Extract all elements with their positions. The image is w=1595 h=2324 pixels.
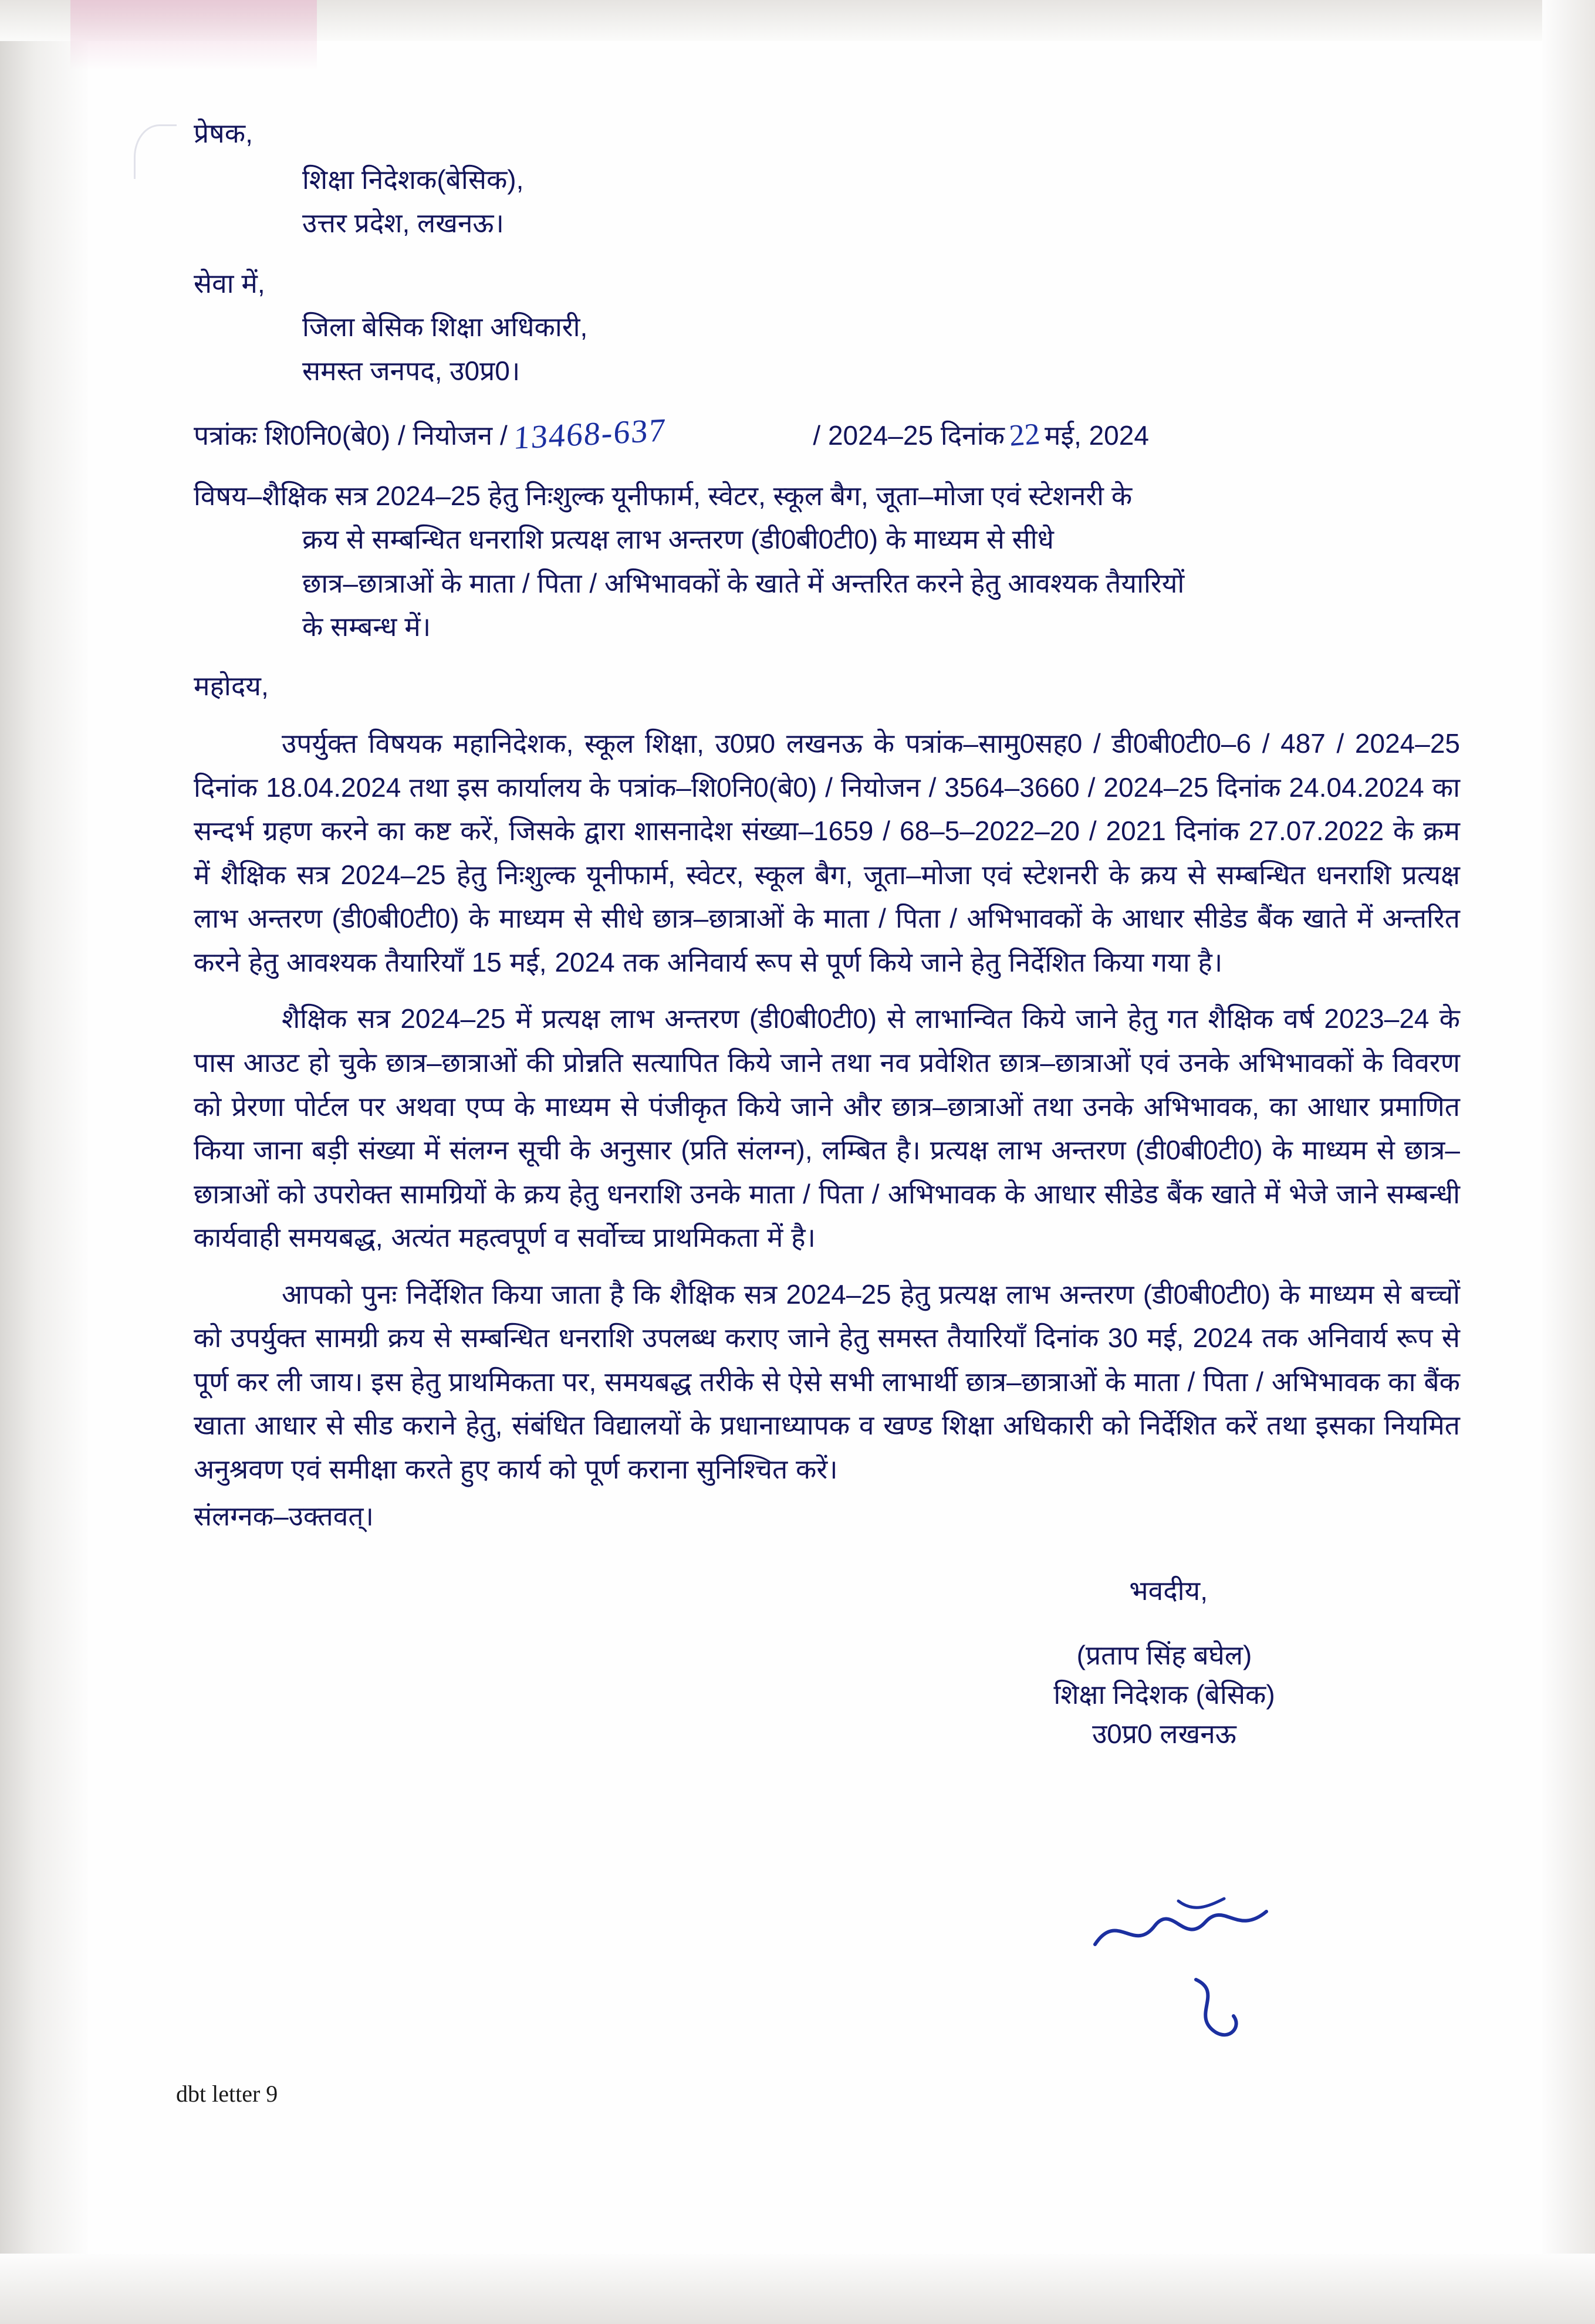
- paragraph-2: शैक्षिक सत्र 2024–25 में प्रत्यक्ष लाभ अन्तरण (डी0बी0टी0) से लाभान्वित किये जाने हेतु गत शैक्षिक वर्ष 2023–24 के पास आउट हो चुके छात्र–छात्राओं की प्रोन्नति सत्यापित किये जाने तथा नव प्रवेशित छात्र–छात्राओं एवं उनके अभिभावकों के विवरण को प्रेरणा पोर्टल पर अथवा एप्प के माध्यम से पंजीकृत किये जाने और छात्र–छात्राओं तथा उनके अभिभावक, का आधार प्रमाणित किया जाना बड़ी संख्या में संलग्न सूची के अनुसार (प्रति संलग्न), लम्बित है। प्रत्यक्ष लाभ अन्तरण (डी0बी0टी0) के माध्यम से छात्र–छात्राओं को उपरोक्त सामग्रियों के क्रय हेतु धनराशि उनके माता / पिता / अभिभावक के आधार सीडेड बैंक खाते में भेजे जाने सम्बन्धी कार्यवाही समयबद्ध, अत्यंत महत्वपूर्ण व सर्वोच्च प्राथमिकता में है।: [194, 1003, 1460, 1253]
- paragraph-3: आपको पुनः निर्देशित किया जाता है कि शैक्षिक सत्र 2024–25 हेतु प्रत्यक्ष लाभ अन्तरण (डी0बी0टी0) के माध्यम से बच्चों को उपर्युक्त सामग्री क्रय से सम्बन्धित धनराशि उपलब्ध कराए जाने हेतु समस्त तैयारियाँ दिनांक 30 मई, 2024 तक अनिवार्य रूप से पूर्ण कर ली जाय। इस हेतु प्राथमिकता पर, समयबद्ध तरीके से ऐसे सभी लाभार्थी छात्र–छात्राओं के माता / पिता / अभिभावक का बैंक खाता आधार से सीड कराने हेतु, संबंधित विद्यालयों के प्रधानाध्यापक व खण्ड शिक्षा अधिकारी को निर्देशित करें तथा इसका नियमित अनुश्रवण एवं समीक्षा करते हुए कार्य को पूर्ण कराना सुनिश्चित करें।: [194, 1278, 1460, 1484]
- salutation: महोदय,: [194, 670, 269, 701]
- letter-month-year: मई, 2024: [1044, 420, 1149, 451]
- subject-line-3: छात्र–छात्राओं के माता / पिता / अभिभावकों के खाते में अन्तरित करने हेतु आवश्यक तैयारियों: [302, 567, 1185, 598]
- recipient-label: सेवा में,: [194, 268, 265, 299]
- recipient-line-2: समस्त जनपद, उ0प्र0।: [302, 355, 521, 386]
- subject-block: [194, 474, 1460, 649]
- paragraph-1: उपर्युक्त विषयक महानिदेशक, स्कूल शिक्षा, उ0प्र0 लखनऊ के पत्रांक–सामु0सह0 / डी0बी0टी0–6 / 487 / 2024–25 दिनांक 18.04.2024 तथा इस कार्यालय के पत्रांक–शि0नि0(बे0) / नियोजन / 3564–3660 / 2024–25 दिनांक 24.04.2024 का सन्दर्भ ग्रहण करने का कष्ट करें, जिसके द्वारा शासनादेश संख्या–1659 / 68–5–2022–20 / 2021 दिनांक 27.07.2022 के क्रम में शैक्षिक सत्र 2024–25 हेतु निःशुल्क यूनीफार्म, स्वेटर, स्कूल बैग, जूता–मोजा एवं स्टेशनरी के क्रय से सम्बन्धित धनराशि प्रत्यक्ष लाभ अन्तरण (डी0बी0टी0) के माध्यम से सीधे छात्र–छात्राओं के माता / पिता / अभिभावकों के आधार सीडेड बैंक खाते में अन्तरित करने हेतु आवश्यक तैयारियाँ 15 मई, 2024 तक अनिवार्य रूप से पूर्ण किये जाने हेतु निर्देशित किया गया है।: [194, 728, 1460, 977]
- letter-number-label: पत्रांकः शि0नि0(बे0) / नियोजन /: [194, 420, 508, 451]
- sender-line-2: उत्तर प्रदेश, लखनऊ।: [302, 208, 504, 239]
- subject-label: विषय–: [194, 480, 262, 511]
- subject-text-1: शैक्षिक सत्र 2024–25 हेतु निःशुल्क यूनीफार्म, स्वेटर, स्कूल बैग, जूता–मोजा एवं स्टेशनरी के: [262, 480, 1133, 511]
- enclosure-note: संलग्नक–उक्तवत्।: [194, 1501, 374, 1532]
- subject-line-1: [194, 474, 1460, 518]
- recipient-line-1: जिला बेसिक शिक्षा अधिकारी,: [302, 312, 588, 343]
- letter-date-handwritten: 22: [1008, 417, 1041, 453]
- letter-number-handwritten: 13468-637: [512, 412, 667, 457]
- footer-note: dbt letter 9: [176, 2081, 278, 2107]
- letter-number-row: [194, 408, 1460, 461]
- signatory-office: उ0प्र0 लखनऊ: [1092, 1718, 1236, 1749]
- subject-line-4: के सम्बन्ध में।: [302, 611, 431, 642]
- closing-salutation: भवदीय,: [1129, 1575, 1208, 1606]
- signatory-name: (प्रताप सिंह बघेल): [1076, 1640, 1252, 1671]
- signature-block: [194, 1636, 1460, 1753]
- signatory-designation: शिक्षा निदेशक (बेसिक): [1053, 1679, 1275, 1710]
- sender-line-1: शिक्षा निदेशक(बेसिक),: [302, 164, 524, 195]
- letter-session-suffix: / 2024–25 दिनांक: [813, 420, 1005, 451]
- subject-line-2: क्रय से सम्बन्धित धनराशि प्रत्यक्ष लाभ अन्तरण (डी0बी0टी0) के माध्यम से सीधे: [302, 524, 1054, 555]
- sender-label: प्रेषक,: [194, 118, 253, 148]
